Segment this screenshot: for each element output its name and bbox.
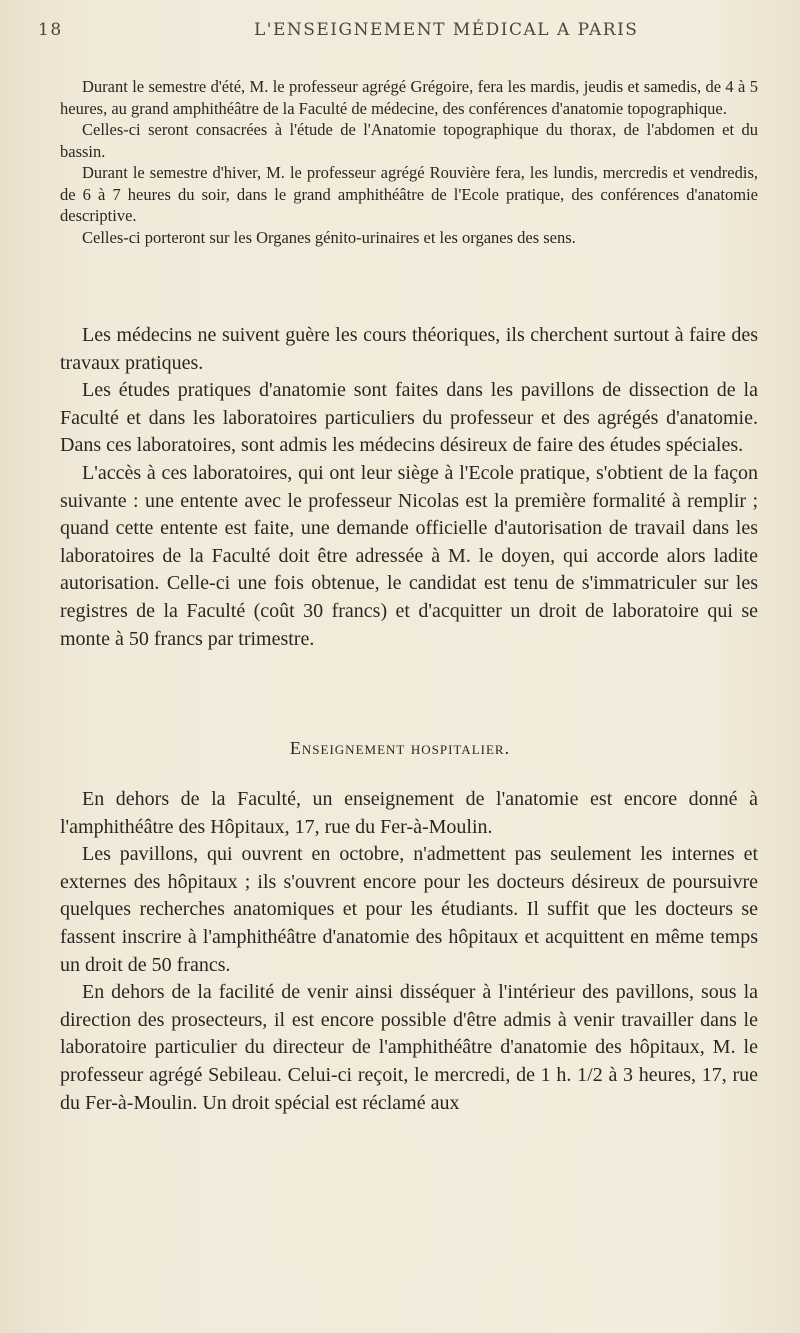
small-paragraph: Celles-ci porteront sur les Organes génito-urinaires et les organes des sens. (82, 227, 576, 247)
small-paragraph: Celles-ci seront consacrées à l'étude de l'Anatomie topographique du thorax, de l'abdomen et du bassin. (60, 120, 758, 161)
body-paragraph: En dehors de la Faculté, un enseignement de l'anatomie est encore donné à l'amphithéâtre des Hôpitaux, 17, rue du Fer-à-Moulin. (60, 788, 758, 838)
page-header (38, 16, 760, 46)
body-paragraph: L'accès à ces laboratoires, qui ont leur siège à l'Ecole pratique, s'obtient de la façon suivante : une entente avec le professeur Nicolas est la première formalité à remplir ; quand cette entente est faite, une demande officielle d'autorisation de travail dans les laboratoires de la Faculté doit être adressée à M. le doyen, qui accorde alors ladite autorisation. Celle-ci une fois obtenue, le candidat est tenu de s'immatriculer sur les registres de la Faculté (coût 30 francs) et d'acquitter un droit de laboratoire qui se monte à 50 francs par trimestre. (60, 461, 758, 650)
small-paragraph: Durant le semestre d'hiver, M. le professeur agrégé Rouvière fera, les lundis, mercredis et vendredis, de 6 à 7 heures du soir, dans le grand amphithéâtre de l'Ecole pratique, des conférences d'anatomie descriptive. (60, 163, 758, 225)
body-paragraph: Les médecins ne suivent guère les cours théoriques, ils cherchent surtout à faire des travaux pratiques. (60, 324, 758, 374)
running-title: L'ENSEIGNEMENT MÉDICAL A PARIS (254, 20, 639, 40)
body-paragraph: En dehors de la facilité de venir ainsi disséquer à l'intérieur des pavillons, sous la direction des prosecteurs, il est encore possible d'être admis à venir travailler dans le laboratoire particulier du directeur de l'amphithéâtre d'anatomie des hôpitaux, M. le professeur agrégé Sebileau. Celui-ci reçoit, le mercredi, de 1 h. 1/2 à 3 heures, 17, rue du Fer-à-Moulin. Un droit spécial est réclamé aux (60, 981, 758, 1114)
small-print-section (60, 76, 758, 248)
body-paragraph: Les études pratiques d'anatomie sont faites dans les pavillons de dissection de la Faculté et dans les laboratoires particuliers du professeur et des agrégés d'anatomie. Dans ces laboratoires, sont admis les médecins désireux de faire des études spéciales. (60, 379, 758, 457)
page-number: 18 (38, 20, 63, 40)
main-text-section (60, 322, 758, 653)
section-heading: Enseignement hospitalier. (289, 738, 511, 758)
body-paragraph: Les pavillons, qui ouvrent en octobre, n'admettent pas seulement les internes et externes des hôpitaux ; ils s'ouvrent encore pour les docteurs désireux de poursuivre quelques recherches anatomiques et pour les étudiants. Il suffit que les docteurs se fassent inscrire à l'amphithéâtre d'anatomie des hôpitaux et acquittent en même temps un droit de 50 francs. (60, 843, 758, 976)
hospital-section (60, 786, 758, 1117)
small-paragraph: Durant le semestre d'été, M. le professeur agrégé Grégoire, fera les mardis, jeudis et samedis, de 4 à 5 heures, au grand amphithéâtre de la Faculté de médecine, des conférences d'anatomie topographique. (60, 77, 758, 118)
